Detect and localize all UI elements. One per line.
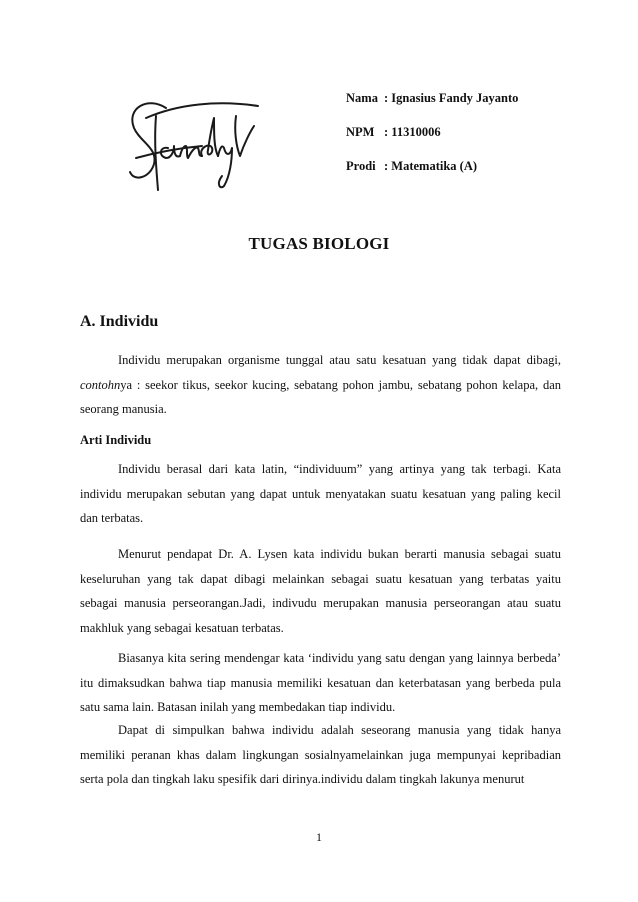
name-value: : Ignasius Fandy Jayanto: [384, 91, 519, 105]
section-heading: A. Individu: [80, 313, 159, 330]
npm-value: : 11310006: [384, 125, 441, 139]
paragraph: Individu berasal dari kata latin, “individuum” yang artinya yang tak terbagi. Kata individu merupakan sebutan yang dapat untuk menyatakan suatu kesatuan yang paling kecil dan terbatas.: [80, 462, 561, 525]
prodi-label: Prodi: [346, 159, 376, 173]
intro-text-italic: contohn: [80, 377, 121, 392]
paragraph: Biasanya kita sering mendengar kata ‘individu yang satu dengan yang lainnya berbeda’ itu dimaksudkan bahwa tiap manusia memiliki kesatuan dan keterbatasan yang berbeda pula satu sama lain. Batasan inilah yang membedakan tiap individu.: [80, 651, 561, 714]
intro-text-part1: Individu merupakan organisme tunggal atau satu kesatuan yang tidak dapat dibagi,: [118, 353, 561, 367]
paragraph: Dapat di simpulkan bahwa individu adalah seseorang manusia yang tidak hanya memiliki peranan khas dalam lingkungan sosialnyamelainkan juga mempunyai kepribadian serta pola dan tingkah laku spesifik dari dirinya.individu dalam tingkah lakunya menurut: [80, 723, 561, 786]
handwritten-signature: [118, 86, 268, 192]
student-info: [346, 91, 518, 193]
sub-heading: Arti Individu: [80, 433, 152, 447]
document-title: TUGAS BIOLOGI: [248, 234, 390, 253]
paragraph: Menurut pendapat Dr. A. Lysen kata individu bukan berarti manusia sebagai suatu keseluruhan yang tak dapat dibagi melainkan sebagai suatu kesatuan yang terbatas yaitu sebagai manusia perseorangan.Jadi, indivudu merupakan manusia perseorangan atau suatu makhluk yang sebagai kesatuan terbatas.: [80, 547, 561, 635]
info-row-name: [346, 91, 518, 125]
name-label: Nama: [346, 91, 378, 105]
prodi-value: : Matematika (A): [384, 159, 478, 173]
npm-label: NPM: [346, 125, 375, 139]
info-row-npm: [346, 125, 518, 159]
info-row-prodi: [346, 159, 518, 193]
page-number: 1: [316, 830, 322, 844]
intro-text-part2: ya : seekor tikus, seekor kucing, sebatang pohon jambu, sebatang pohon kelapa, dan seorang manusia.: [80, 377, 561, 416]
intro-paragraph: [80, 348, 561, 422]
